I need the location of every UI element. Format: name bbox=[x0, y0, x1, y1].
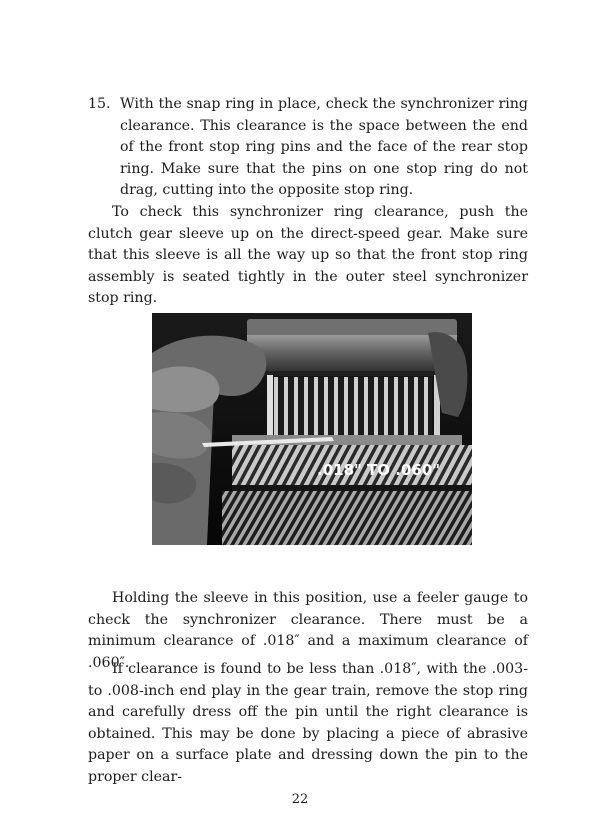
feeler-gauge-paragraph: Holding the sleeve in this position, use a feeler gauge to check the synchronizer clearance. There must be a minimum clearance of .018″ and a maximum clearance of .060″. bbox=[88, 590, 528, 671]
page-number: 22 bbox=[291, 792, 309, 807]
clearance-callout: .018" TO .060" bbox=[317, 461, 441, 479]
synchronizer-photo bbox=[152, 313, 472, 545]
step-15-paragraph: With the snap ring in place, check the synchronizer ring clearance. This clearance is the space between the end of the front stop ring pins and the face of the rear stop ring. Make sure that the pins on one stop ring do not drag, cutting into the opposite stop ring. bbox=[120, 96, 528, 198]
check-clearance-paragraph: To check this synchronizer ring clearance, push the clutch gear sleeve up on the direct-speed gear. Make sure that this sleeve is all the way up so that the front stop ring assembly is seated tightly in the outer steel synchronizer stop ring. bbox=[88, 204, 528, 306]
clearance-correction-paragraph: If clearance is found to be less than .018″, with the .003-to .008-inch end play in the gear train, remove the stop ring and carefully dress off the pin until the right clearance is obtained. This may be done by placing a piece of abrasive paper on a surface plate and dressing down the pin to the proper clear- bbox=[88, 661, 528, 785]
step-number: 15. bbox=[88, 96, 111, 112]
